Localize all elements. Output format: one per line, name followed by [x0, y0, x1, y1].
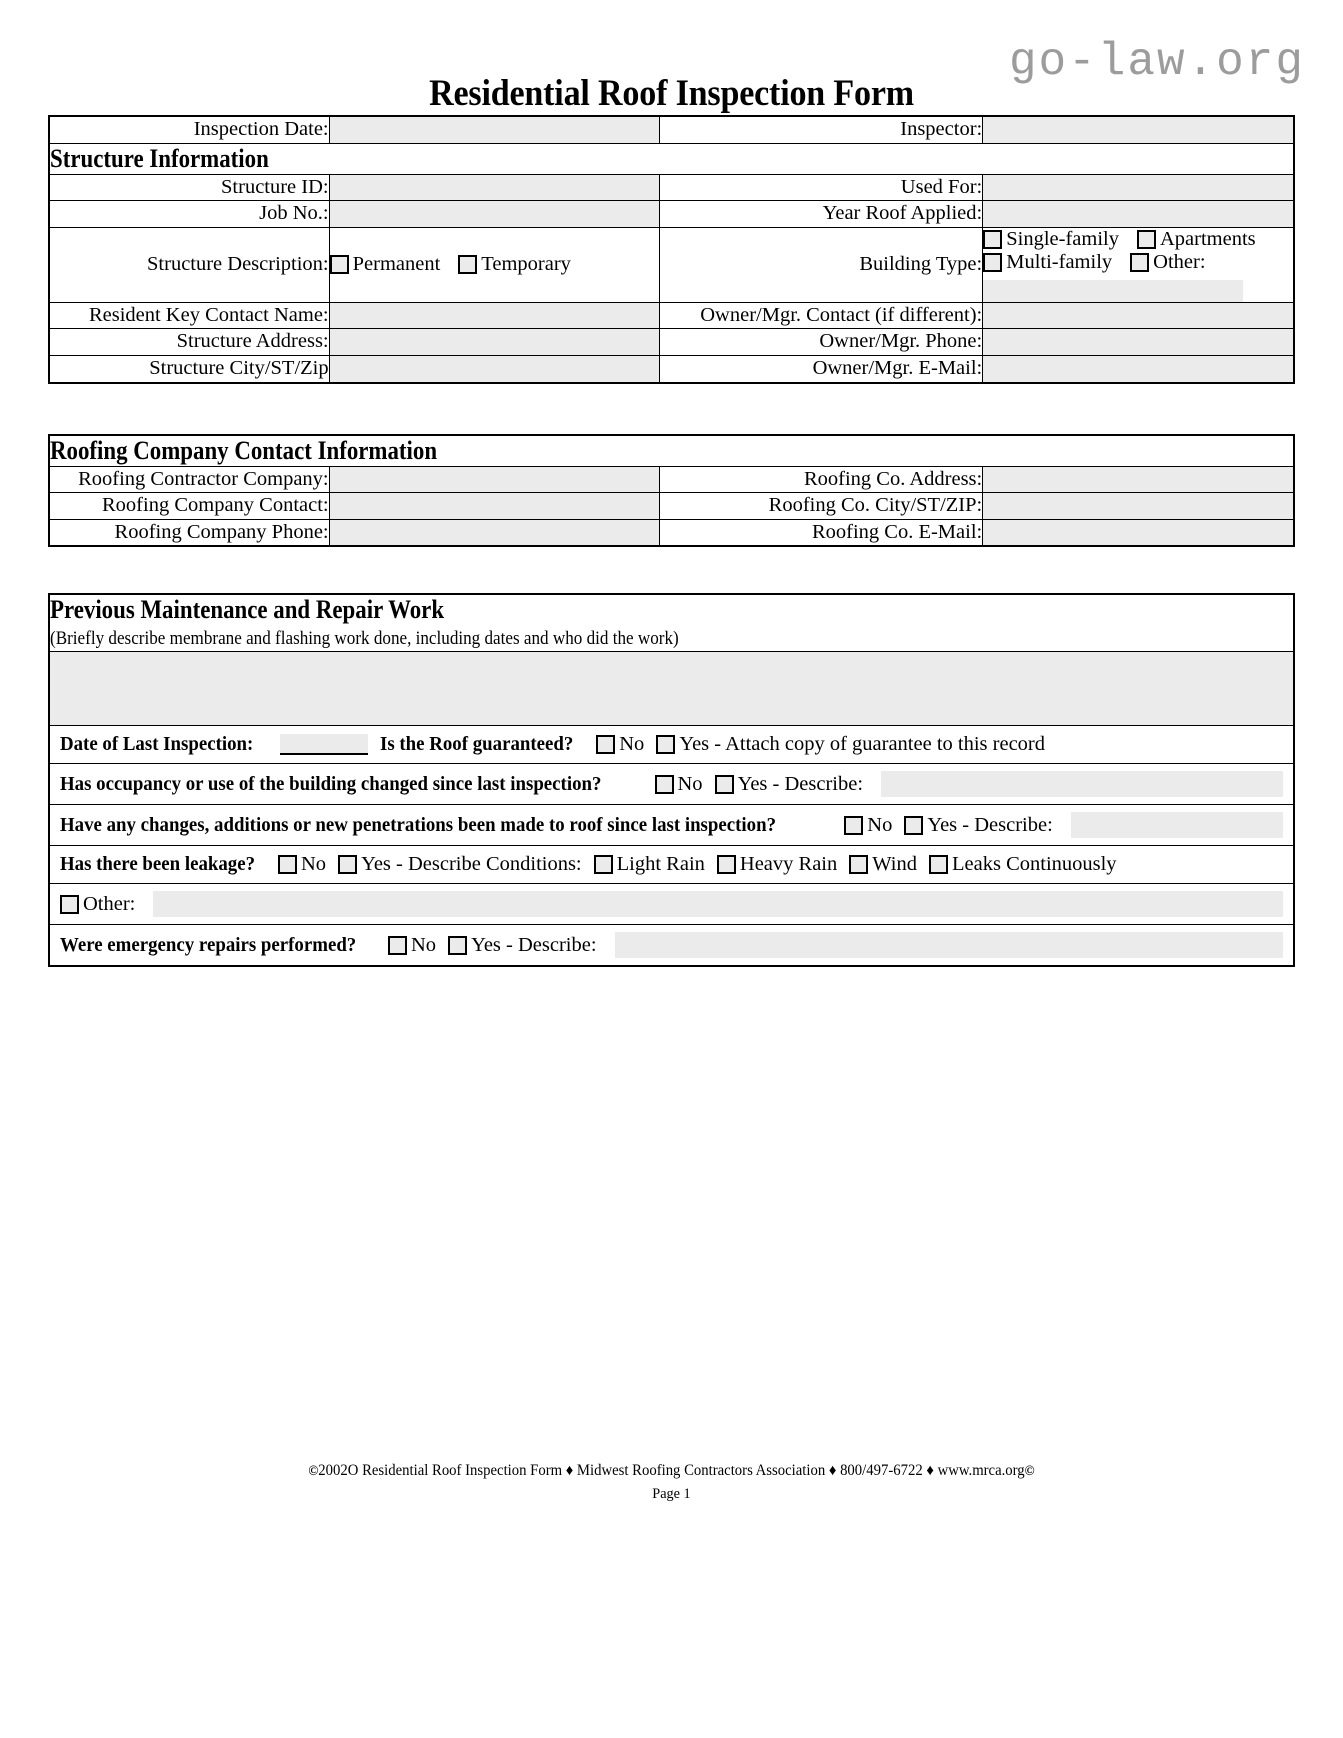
- checkbox-permanent[interactable]: [330, 253, 441, 276]
- structure-information-block: [48, 115, 1295, 384]
- table-row-leakage-other: [49, 884, 1294, 925]
- checkbox-temporary[interactable]: [458, 253, 571, 276]
- checkbox-single-family[interactable]: [983, 228, 1119, 251]
- building-type-options: [983, 227, 1294, 302]
- table-row-roofing-heading: [49, 435, 1294, 466]
- maintenance-heading-cell: [49, 594, 1294, 651]
- table-row-occupancy: [49, 764, 1294, 805]
- roofing-co-city-input[interactable]: [983, 493, 1294, 520]
- checkbox-icon[interactable]: [596, 735, 615, 754]
- checkbox-icon[interactable]: [849, 855, 868, 874]
- checkbox-label: Other:: [1153, 250, 1206, 273]
- structure-information-heading-cell: [49, 143, 1294, 174]
- table-row-last-inspection: [49, 726, 1294, 764]
- checkbox-label: Yes - Attach copy of guarantee to this record: [679, 733, 1045, 756]
- date-of-last-inspection-input[interactable]: [280, 734, 368, 755]
- table-row-inspection-date: [49, 116, 1294, 143]
- checkbox-icon[interactable]: [388, 936, 407, 955]
- structure-address-label: Structure Address:: [49, 329, 329, 356]
- checkbox-icon[interactable]: [338, 855, 357, 874]
- checkbox-label: Multi-family: [1006, 250, 1113, 273]
- inspector-input[interactable]: [983, 116, 1294, 143]
- inspector-label: Inspector:: [659, 116, 983, 143]
- checkbox-label: No: [411, 933, 437, 956]
- checkbox-icon[interactable]: [655, 775, 674, 794]
- checkbox-icon[interactable]: [656, 735, 675, 754]
- section-title: Structure Information: [50, 143, 269, 173]
- site-watermark: go-law.org: [1008, 36, 1305, 88]
- checkbox-label: Temporary: [481, 253, 571, 276]
- table-row-structure-address: [49, 329, 1294, 356]
- checkbox-guarantee-no[interactable]: [596, 733, 644, 756]
- checkbox-label: No: [867, 813, 893, 836]
- roofing-co-email-label: Roofing Co. E-Mail:: [659, 519, 983, 546]
- block-spacer: [0, 384, 1343, 434]
- roofing-contractor-company-label: Roofing Contractor Company:: [49, 466, 329, 493]
- owner-contact-input[interactable]: [983, 302, 1294, 329]
- roofing-co-address-label: Roofing Co. Address:: [659, 466, 983, 493]
- previous-maintenance-block: [48, 593, 1295, 967]
- checkbox-icon[interactable]: [715, 775, 734, 794]
- checkbox-label: No: [677, 772, 703, 795]
- building-type-other-input[interactable]: [983, 280, 1243, 302]
- resident-key-contact-label: Resident Key Contact Name:: [49, 302, 329, 329]
- structure-city-label: Structure City/ST/Zip: [49, 356, 329, 383]
- checkbox-emergency-yes[interactable]: [448, 934, 596, 957]
- owner-email-input[interactable]: [983, 356, 1294, 383]
- roofing-company-contact-label: Roofing Company Contact:: [49, 493, 329, 520]
- checkbox-occupancy-no[interactable]: [655, 773, 703, 796]
- year-roof-applied-input[interactable]: [983, 201, 1294, 228]
- table-row-maintenance-description: [49, 652, 1294, 726]
- checkbox-label: Apartments: [1159, 227, 1256, 250]
- checkbox-icon[interactable]: [594, 855, 613, 874]
- occupancy-question-label: Has occupancy or use of the building changed since last inspection?: [60, 772, 602, 795]
- table-row-roofing-phone: [49, 519, 1294, 546]
- checkbox-wind[interactable]: [849, 853, 917, 876]
- checkbox-icon[interactable]: [1130, 253, 1149, 272]
- checkbox-other[interactable]: [1130, 251, 1205, 274]
- checkbox-icon[interactable]: [983, 230, 1002, 249]
- changes-question-label: Have any changes, additions or new penetrations been made to roof since last inspection?: [60, 813, 777, 836]
- table-row-roofing-contractor: [49, 466, 1294, 493]
- section-title: Previous Maintenance and Repair Work: [50, 595, 445, 625]
- roofing-co-email-input[interactable]: [983, 519, 1294, 546]
- emergency-question-label: Were emergency repairs performed?: [60, 933, 357, 956]
- checkbox-guarantee-yes[interactable]: [656, 733, 1045, 756]
- year-roof-applied-label: Year Roof Applied:: [659, 201, 983, 228]
- date-of-last-inspection-label: Date of Last Inspection:: [60, 733, 254, 756]
- checkbox-label: Leaks Continuously: [952, 853, 1117, 876]
- structure-address-input[interactable]: [329, 329, 659, 356]
- checkbox-changes-no[interactable]: [844, 814, 892, 837]
- footer-text: 2002O Residential Roof Inspection Form ♦ Midwest Roofing Contractors Association ♦ 800/497-6722 ♦ www.mrca.org: [318, 1461, 1025, 1479]
- table-row-structure-id: [49, 174, 1294, 201]
- roofing-company-heading-cell: [49, 435, 1294, 466]
- owner-contact-label: Owner/Mgr. Contact (if different):: [659, 302, 983, 329]
- checkbox-icon[interactable]: [458, 255, 477, 274]
- checkbox-leaks-continuously[interactable]: [929, 853, 1117, 876]
- checkbox-icon[interactable]: [330, 255, 349, 274]
- checkbox-icon[interactable]: [278, 855, 297, 874]
- leakage-other-input[interactable]: [153, 891, 1283, 917]
- checkbox-leakage-no[interactable]: [278, 853, 326, 876]
- checkbox-label: Single-family: [1006, 227, 1119, 250]
- table-row-maintenance-heading: [49, 594, 1294, 651]
- used-for-label: Used For:: [659, 174, 983, 201]
- checkbox-icon[interactable]: [929, 855, 948, 874]
- table-row-job-no: [49, 201, 1294, 228]
- roofing-company-contact-input[interactable]: [329, 493, 659, 520]
- checkbox-leakage-yes[interactable]: [338, 853, 582, 876]
- checkbox-label: Yes - Describe:: [471, 933, 597, 956]
- emergency-describe-input[interactable]: [615, 932, 1283, 958]
- leakage-question-label: Has there been leakage?: [60, 853, 256, 876]
- checkbox-label: No: [619, 733, 645, 756]
- checkbox-label: Yes - Describe:: [737, 772, 864, 795]
- table-row-leakage: [49, 846, 1294, 884]
- page-footer: [34, 1459, 1310, 1506]
- checkbox-label: Yes - Describe Conditions:: [361, 853, 582, 876]
- checkbox-label: Yes - Describe:: [927, 813, 1053, 836]
- job-no-input[interactable]: [329, 201, 659, 228]
- maintenance-description-textarea[interactable]: [49, 652, 1294, 726]
- table-row-structure-description: [49, 227, 1294, 302]
- checkbox-occupancy-yes[interactable]: [715, 773, 863, 796]
- guarantee-question-label: Is the Roof guaranteed?: [380, 733, 574, 756]
- leakage-other-cell: [49, 884, 1294, 925]
- owner-email-label: Owner/Mgr. E-Mail:: [659, 356, 983, 383]
- page-title: Residential Roof Inspection Form: [429, 73, 914, 114]
- checkbox-icon[interactable]: [60, 895, 79, 914]
- checkbox-icon[interactable]: [904, 816, 923, 835]
- block-spacer: [0, 547, 1343, 593]
- checkbox-label: Permanent: [352, 253, 441, 276]
- checkbox-emergency-no[interactable]: [388, 934, 436, 957]
- changes-cell: [49, 805, 1294, 846]
- checkbox-leakage-other[interactable]: [60, 893, 135, 916]
- table-row-structure-city: [49, 356, 1294, 383]
- structure-id-input[interactable]: [329, 174, 659, 201]
- structure-city-input[interactable]: [329, 356, 659, 383]
- checkbox-icon[interactable]: [448, 936, 467, 955]
- changes-describe-input[interactable]: [1071, 812, 1283, 838]
- checkbox-label: Other:: [83, 892, 136, 915]
- occupancy-cell: [49, 764, 1294, 805]
- checkbox-label: No: [301, 853, 327, 876]
- roofing-company-phone-label: Roofing Company Phone:: [49, 519, 329, 546]
- checkbox-icon[interactable]: [717, 855, 736, 874]
- structure-description-label: Structure Description:: [49, 227, 329, 302]
- checkbox-label: Wind: [872, 853, 917, 876]
- table-row-emergency-repairs: [49, 925, 1294, 967]
- section-title: Roofing Company Contact Information: [50, 435, 438, 465]
- structure-description-options: [329, 227, 659, 302]
- table-row-changes: [49, 805, 1294, 846]
- roofing-co-address-input[interactable]: [983, 466, 1294, 493]
- inspection-date-input[interactable]: [329, 116, 659, 143]
- checkbox-light-rain[interactable]: [594, 853, 705, 876]
- owner-phone-label: Owner/Mgr. Phone:: [659, 329, 983, 356]
- copyright-icon: ©: [308, 1463, 319, 1479]
- building-type-label: Building Type:: [659, 227, 983, 302]
- checkbox-changes-yes[interactable]: [904, 814, 1052, 837]
- footer-line: [34, 1459, 1310, 1483]
- checkbox-multi-family[interactable]: [983, 251, 1112, 274]
- checkbox-icon[interactable]: [1137, 230, 1156, 249]
- structure-id-label: Structure ID:: [49, 174, 329, 201]
- copyright-icon-trailing: ©: [1024, 1463, 1035, 1479]
- job-no-label: Job No.:: [49, 201, 329, 228]
- inspection-date-label: Inspection Date:: [49, 116, 329, 143]
- page-number: Page 1: [652, 1485, 691, 1502]
- checkbox-label: Heavy Rain: [739, 853, 838, 876]
- section-subtitle: (Briefly describe membrane and flashing work done, including dates and who did the work): [50, 628, 679, 650]
- table-row-roofing-contact: [49, 493, 1294, 520]
- checkbox-heavy-rain[interactable]: [717, 853, 837, 876]
- owner-phone-input[interactable]: [983, 329, 1294, 356]
- roofing-company-phone-input[interactable]: [329, 519, 659, 546]
- table-row-structure-heading: [49, 143, 1294, 174]
- checkbox-icon[interactable]: [844, 816, 863, 835]
- resident-key-contact-input[interactable]: [329, 302, 659, 329]
- checkbox-icon[interactable]: [983, 253, 1002, 272]
- roofing-company-block: [48, 434, 1295, 548]
- leakage-cell: [49, 846, 1294, 884]
- roofing-co-city-label: Roofing Co. City/ST/ZIP:: [659, 493, 983, 520]
- last-inspection-cell: [49, 726, 1294, 764]
- checkbox-apartments[interactable]: [1137, 228, 1256, 251]
- occupancy-describe-input[interactable]: [881, 771, 1283, 797]
- used-for-input[interactable]: [983, 174, 1294, 201]
- table-row-resident-contact: [49, 302, 1294, 329]
- checkbox-label: Light Rain: [616, 853, 705, 876]
- roofing-contractor-company-input[interactable]: [329, 466, 659, 493]
- emergency-repairs-cell: [49, 925, 1294, 967]
